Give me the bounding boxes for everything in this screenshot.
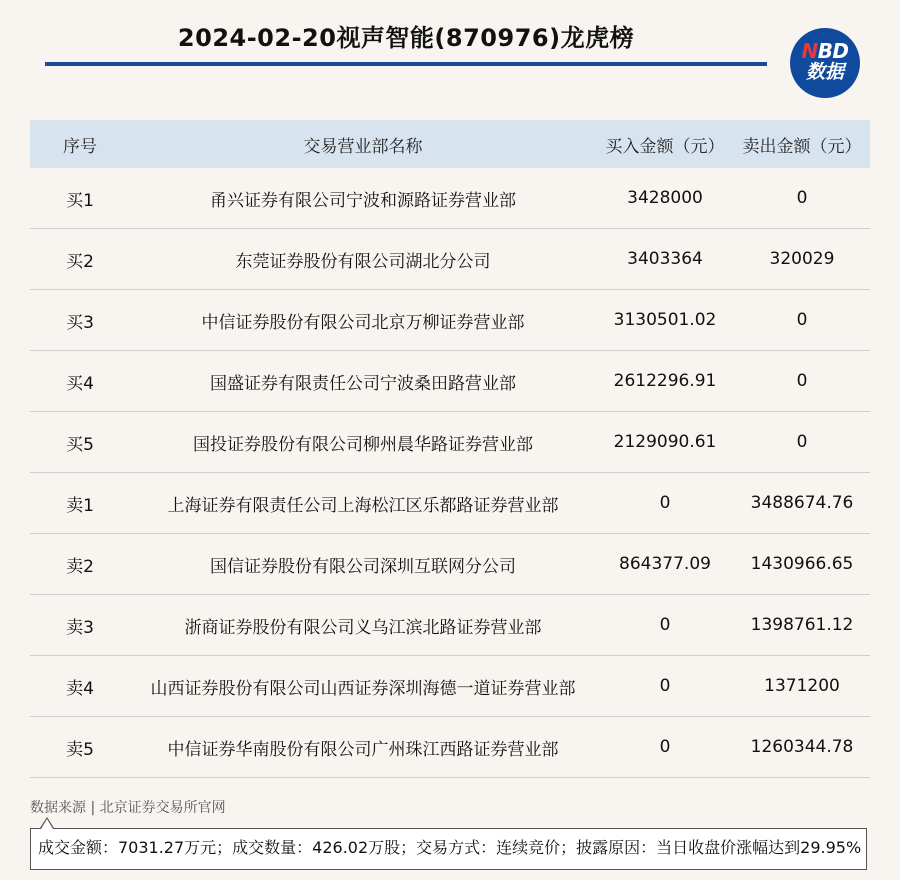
row-sell-amount: 1260344.78 (734, 717, 870, 778)
row-branch-name: 浙商证券股份有限公司义乌江滨北路证券营业部 (130, 595, 596, 656)
data-source-note: 数据来源 | 北京证券交易所官网 (30, 800, 226, 816)
row-branch-name: 中信证券华南股份有限公司广州珠江西路证券营业部 (130, 717, 596, 778)
row-sell-amount: 0 (734, 290, 870, 351)
table-row (30, 412, 870, 473)
table-row (30, 473, 870, 534)
row-branch-name: 中信证券股份有限公司北京万柳证券营业部 (130, 290, 596, 351)
row-branch-name: 东莞证券股份有限公司湖北分公司 (130, 229, 596, 290)
row-buy-amount: 0 (596, 717, 734, 778)
row-seq: 卖4 (30, 656, 130, 717)
callout-pointer-fill (41, 819, 53, 829)
row-buy-amount: 2129090.61 (596, 412, 734, 473)
row-branch-name: 国信证券股份有限公司深圳互联网分公司 (130, 534, 596, 595)
row-sell-amount: 0 (734, 412, 870, 473)
table-row (30, 717, 870, 778)
row-sell-amount: 0 (734, 168, 870, 229)
row-sell-amount: 1371200 (734, 656, 870, 717)
column-header-sell-amount: 卖出金额（元） (734, 120, 870, 168)
logo-text-data: 数据 (805, 61, 844, 83)
row-seq: 卖1 (30, 473, 130, 534)
row-seq: 卖2 (30, 534, 130, 595)
row-sell-amount: 3488674.76 (734, 473, 870, 534)
row-buy-amount: 3130501.02 (596, 290, 734, 351)
row-buy-amount: 3428000 (596, 168, 734, 229)
column-header-buy-amount: 买入金额（元） (596, 120, 734, 168)
table-row (30, 290, 870, 351)
nbd-data-logo (790, 28, 860, 98)
table-header-row (30, 120, 870, 168)
dragon-tiger-table (30, 120, 870, 778)
trade-summary-text: 成交金额：7031.27万元；成交数量：426.02万股；交易方式：连续竞价；披露原因：当日收盘价涨幅达到29.95% (38, 838, 862, 857)
page-title: 2024-02-20视声智能(870976)龙虎榜 (177, 24, 635, 52)
row-branch-name: 甬兴证券有限公司宁波和源路证券营业部 (130, 168, 596, 229)
row-branch-name: 上海证券有限责任公司上海松江区乐都路证券营业部 (130, 473, 596, 534)
row-buy-amount: 2612296.91 (596, 351, 734, 412)
table-row (30, 595, 870, 656)
table-row (30, 229, 870, 290)
table-row (30, 168, 870, 229)
row-buy-amount: 864377.09 (596, 534, 734, 595)
row-seq: 买4 (30, 351, 130, 412)
row-sell-amount: 1430966.65 (734, 534, 870, 595)
row-branch-name: 山西证券股份有限公司山西证券深圳海德一道证券营业部 (130, 656, 596, 717)
row-buy-amount: 0 (596, 656, 734, 717)
row-sell-amount: 0 (734, 351, 870, 412)
table-row (30, 534, 870, 595)
trade-summary-box (30, 828, 867, 870)
row-sell-amount: 1398761.12 (734, 595, 870, 656)
logo-text-nbd (790, 40, 860, 62)
row-branch-name: 国盛证券有限责任公司宁波桑田路营业部 (130, 351, 596, 412)
row-seq: 买1 (30, 168, 130, 229)
logo-letters-bd: BD (817, 39, 849, 63)
table-row (30, 351, 870, 412)
column-header-branch-name: 交易营业部名称 (130, 120, 596, 168)
table-row (30, 656, 870, 717)
row-buy-amount: 0 (596, 473, 734, 534)
column-header-seq: 序号 (30, 120, 130, 168)
row-seq: 买3 (30, 290, 130, 351)
row-branch-name: 国投证券股份有限公司柳州晨华路证券营业部 (130, 412, 596, 473)
row-sell-amount: 320029 (734, 229, 870, 290)
row-seq: 卖3 (30, 595, 130, 656)
logo-letter-n: N (801, 39, 818, 63)
row-seq: 卖5 (30, 717, 130, 778)
row-seq: 买5 (30, 412, 130, 473)
row-buy-amount: 3403364 (596, 229, 734, 290)
page-header (45, 0, 767, 66)
row-buy-amount: 0 (596, 595, 734, 656)
row-seq: 买2 (30, 229, 130, 290)
